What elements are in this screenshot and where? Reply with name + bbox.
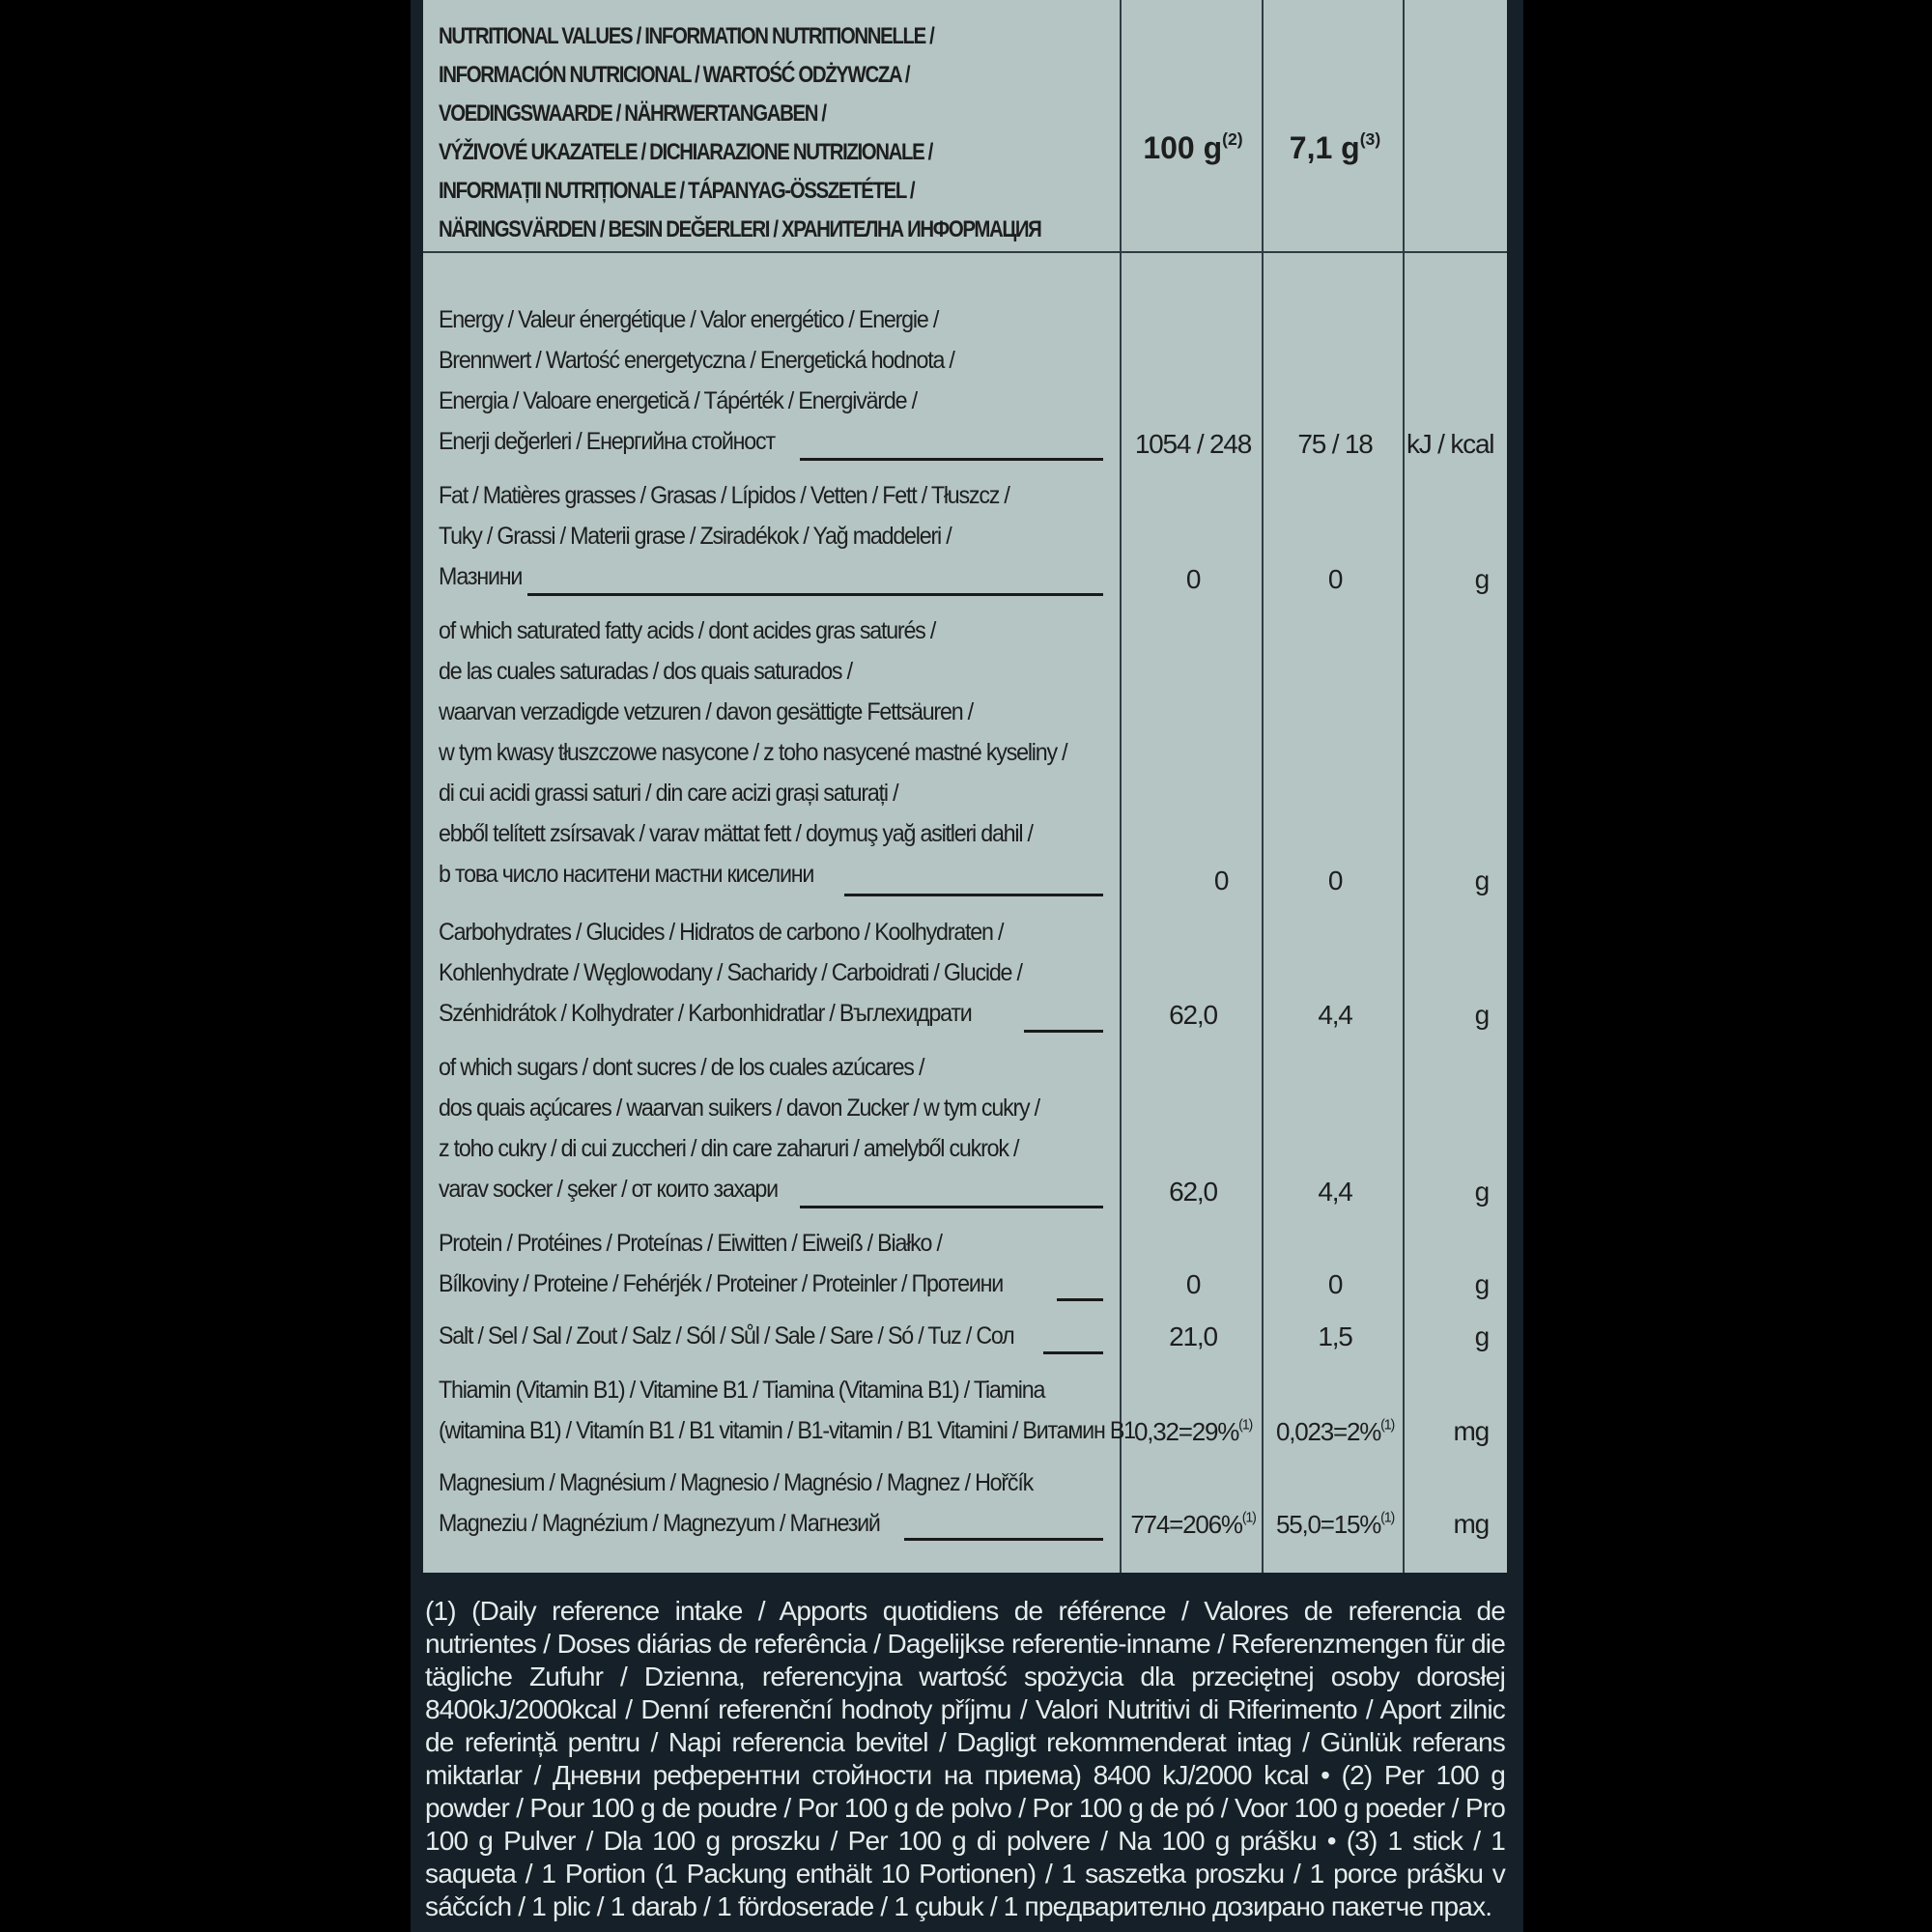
energy-unit: kJ / kcal — [1406, 429, 1494, 459]
nutrient-label-salt: Salt / Sel / Sal / Zout / Salz / Sól / Sůl / Sale / Sare / Só / Tuz / Сол — [439, 1322, 1014, 1350]
leader-line — [904, 1538, 1103, 1541]
nutrient-label-energy: Energy / Valeur énergétique / Valor energético / Energie / Brennwert / Wartość energetyczna / Energetická hodnota / Energia / Valoare energetică / Tápérték / Energivärde / Enerji değerleri / Енергийна стойност — [439, 306, 954, 455]
magnesium-per-serving: 55,0=15%$^{(1)}$ — [1275, 1510, 1395, 1539]
table-title: NUTRITIONAL VALUES / INFORMATION NUTRITIONNELLE / INFORMACIÓN NUTRICIONAL / WARTOŚĆ ODŻYWCZA / VOEDINGSWAARDE / NÄHRWERTANGABEN / VÝŽIVOVÉ UKAZATELE / DICHIARAZIONE NUTRIZIONALE / INFORMAȚII NUTRIȚIONALE / TÁPANYAG-ÖSSZETÉTEL / NÄRINGSVÄRDEN / BESIN DEĞERLERI / ХРАНИТЕЛНА ИНФОРМАЦИЯ — [439, 23, 1041, 242]
thiamin-per-serving: 0,023=2%$^{(1)}$ — [1275, 1417, 1395, 1446]
leader-line — [1057, 1298, 1103, 1301]
thiamin-unit: mg — [1453, 1416, 1489, 1446]
salt-unit: g — [1474, 1321, 1489, 1351]
nutrient-label-fat: Fat / Matières grasses / Grasas / Lípidos / Vetten / Fett / Tłuszcz / Tuky / Grassi / Materii grase / Zsiradékok / Yağ maddeleri / Мазнини — [439, 482, 1009, 590]
nutrient-label-magnesium: Magnesium / Magnésium / Magnesio / Magnésio / Magnez / Hořčík Magneziu / Magnézium / Magnezyum / Магнезий — [439, 1469, 1034, 1537]
carbohydrates-per-100g: 62,0 — [1169, 1000, 1217, 1030]
fat-unit: g — [1474, 564, 1489, 594]
leader-line — [1024, 1030, 1103, 1033]
sugars-per-100g: 62,0 — [1169, 1177, 1217, 1207]
nutrient-label-protein: Protein / Protéines / Proteínas / Eiwitten / Eiweiß / Białko / Bílkoviny / Proteine / Fehérjék / Proteiner / Proteinler / Протеини — [439, 1230, 1004, 1297]
magnesium-unit: mg — [1453, 1509, 1489, 1539]
fat-per-serving: 0 — [1327, 564, 1343, 594]
energy-per-100g: 1054 / 248 — [1134, 429, 1252, 459]
leader-line — [527, 593, 1103, 596]
thiamin-per-100g: 0,32=29%$^{(1)}$ — [1133, 1417, 1253, 1446]
header-divider — [423, 251, 1507, 253]
leader-line — [800, 458, 1103, 461]
salt-per-100g: 21,0 — [1169, 1321, 1217, 1351]
nutrient-label-thiamin: Thiamin (Vitamin B1) / Vitamine B1 / Tiamina (Vitamina B1) / Tiamina (witamina B1) / Vitamín B1 / B1 vitamin / B1-vitamin / B1 Vitamini / Витамин B1 — [439, 1377, 1135, 1444]
saturates-per-serving: 0 — [1327, 866, 1343, 895]
column-divider — [1120, 0, 1122, 1573]
leader-line — [844, 894, 1103, 896]
fat-per-100g: 0 — [1185, 564, 1201, 594]
sugars-unit: g — [1474, 1177, 1489, 1207]
carbohydrates-unit: g — [1474, 1000, 1489, 1030]
protein-per-serving: 0 — [1327, 1269, 1343, 1299]
sugars-per-serving: 4,4 — [1318, 1177, 1352, 1207]
protein-per-100g: 0 — [1185, 1269, 1201, 1299]
carbohydrates-per-serving: 4,4 — [1318, 1000, 1352, 1030]
nutrient-label-carbohydrates: Carbohydrates / Glucides / Hidratos de carbono / Koolhydraten / Kohlenhydrate / Węglowodany / Sacharidy / Carboidrati / Glucide / Szénhidrátok / Kolhydrater / Karbonhidratlar / Въглехидрати — [439, 919, 1022, 1027]
header-per-100g: 100 $g^{(2)}$ — [1143, 128, 1243, 165]
protein-unit: g — [1474, 1269, 1489, 1299]
footnote: (1) (Daily reference intake / Apports quotidiens de référence / Valores de referencia de nutrientes / Doses diárias de referência / Dagelijkse referentie-inname / Referenzmengen für die tägliche Zufuhr / Dzienna, referencyjna wartość spożycia dla przeciętnej osoby dorosłej 8400kJ/2000kcal / Denní referenční hodnoty příjmu / Valori Nutritivi di Riferimento / Aport zilnic de referință pentru / Napi referencia bevitel / Dagligt rekommenderat intag / Günlük referans miktarlar / Дневни референтни стойности на приема) 8400 kJ/2000 kcal • (2) Per 100 g powder / Pour 100 g de poudre / Por 100 g de polvo / Por 100 g de pó / Voor 100 g poeder / Pro 100 g Pulver / Dla 100 g proszku / Per 100 g di polvere / Na 100 g prášku • (3) 1 stick / 1 saqueta / 1 Portion (1 Packung enthält 10 Portionen) / 1 saszetka proszku / 1 porce prášku v sáčcích / 1 plic / 1 darab / 1 fördoserade / 1 çubuk / 1 предварително дозирано пакетче прах. — [425, 1596, 1505, 1921]
leader-line — [1043, 1351, 1103, 1354]
energy-per-serving: 75 / 18 — [1297, 429, 1373, 459]
leader-line — [800, 1206, 1103, 1208]
nutrient-label-sugars: of which sugars / dont sucres / de los cuales azúcares / dos quais açúcares / waarvan suikers / davon Zucker / w tym cukry / z toho cukry / di cui zuccheri / din care zaharuri / amelyből cukrok / varav socker / şeker / от които захари — [439, 1054, 1039, 1203]
nutrient-label-saturates: of which saturated fatty acids / dont acides gras saturés / de las cuales saturadas / dos quais saturados / waarvan verzadigde vetzuren / davon gesättigte Fettsäuren / w tym kwasy tłuszczowe nasycone / z toho nasycené mastné kyseliny / di cui acidi grassi saturi / din care acizi grași saturați / ebből telített zsírsavak / varav mättat fett / doymuş yağ asitleri dahil / b това число наситени мастни киселини — [439, 617, 1067, 888]
header-per-serving: 7,1 $g^{(3)}$ — [1289, 128, 1381, 165]
magnesium-per-100g: 774=206%$^{(1)}$ — [1130, 1510, 1256, 1539]
saturates-unit: g — [1474, 866, 1489, 895]
salt-per-serving: 1,5 — [1318, 1321, 1352, 1351]
saturates-per-100g: 0 — [1213, 866, 1229, 895]
